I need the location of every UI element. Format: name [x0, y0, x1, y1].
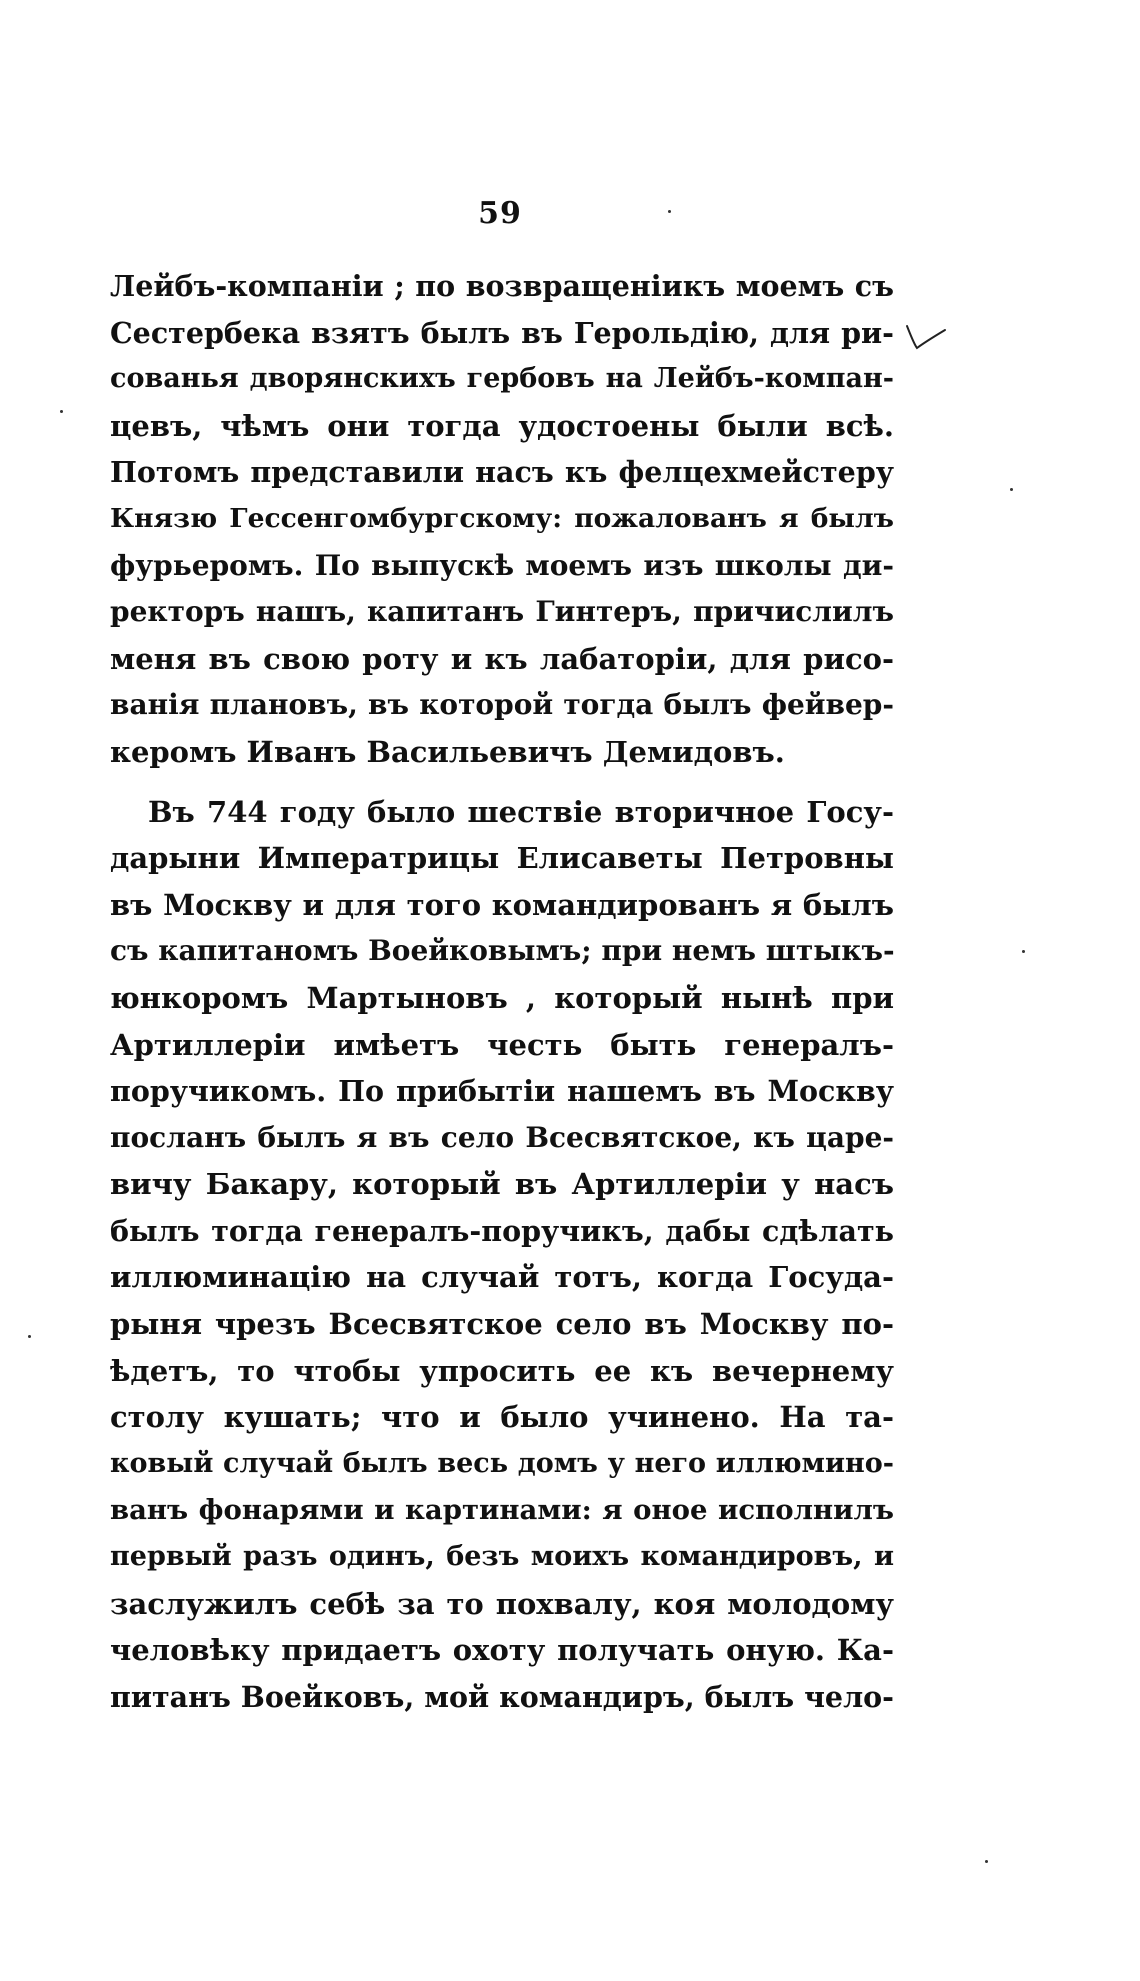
- text-line: Потомъ представили насъ къ фелцехмейстеру: [110, 455, 894, 490]
- text-line: рыня чрезъ Всесвятское село въ Москву по-: [110, 1307, 894, 1342]
- text-line: ѣдетъ, то чтобы упросить ее къ вечернему: [110, 1353, 894, 1388]
- paragraph-1: [110, 263, 894, 776]
- text-line: меня въ свою роту и къ лабаторіи, для рисо-: [110, 641, 894, 676]
- text-line: керомъ Иванъ Васильевичъ Демидовъ.: [110, 734, 785, 769]
- text-line: цевъ, чѣмъ они тогда удостоены были всѣ.: [110, 408, 894, 443]
- dust-speck: [28, 1335, 31, 1338]
- dust-speck: [1010, 488, 1013, 491]
- pencil-tick-mark: [905, 322, 947, 352]
- text-line: человѣку придаетъ охоту получать оную. Ка-: [110, 1633, 894, 1668]
- text-line: ванія плановъ, въ которой тогда былъ фейвер-: [110, 688, 894, 722]
- text-line: питанъ Воейковъ, мой командиръ, былъ чело-: [110, 1679, 894, 1714]
- text-line: первый разъ одинъ, безъ моихъ командировъ, и: [110, 1541, 894, 1573]
- text-line: посланъ былъ я въ село Всесвятское, къ царе-: [110, 1120, 894, 1154]
- text-line: съ капитаномъ Воейковымъ; при немъ штыкъ-: [110, 934, 895, 968]
- text-line: сованья дворянскихъ гербовъ на Лейбъ-компан-: [110, 363, 894, 395]
- text-line: Лейбъ-компаніи ; по возвращеніикъ моемъ съ: [110, 269, 894, 303]
- text-line: иллюминацію на случай тотъ, когда Госуда-: [110, 1260, 894, 1295]
- text-line: ванъ фонарями и картинами: я оное исполнилъ: [110, 1494, 894, 1527]
- dust-speck: [1022, 950, 1025, 953]
- paragraph-2: [110, 789, 894, 1721]
- text-line: столу кушать; что и было учинено. На та-: [110, 1400, 894, 1435]
- text-line: былъ тогда генералъ-поручикъ, дабы сдѣлать: [110, 1213, 894, 1248]
- text-line: заслужилъ себѣ за то похвалу, коя молодому: [110, 1586, 894, 1621]
- text-line: дарыни Императрицы Елисаветы Петровны: [110, 841, 894, 876]
- text-line: фурьеромъ. По выпускѣ моемъ изъ школы ди-: [110, 548, 894, 582]
- dust-speck: [668, 210, 671, 213]
- text-line: ковый случай былъ весь домъ у него иллюмино-: [110, 1447, 894, 1479]
- text-line: Въ 744 году было шествіе вторичное Госу-: [148, 794, 894, 829]
- text-line: Князю Гессенгомбургскому: пожалованъ я былъ: [110, 502, 894, 534]
- text-line: ректоръ нашъ, капитанъ Гинтеръ, причислилъ: [110, 595, 894, 629]
- text-line: Сестербека взятъ былъ въ Герольдію, для ри-: [110, 315, 894, 350]
- page-body-text: [110, 263, 894, 1720]
- text-line: поручикомъ. По прибытіи нашемъ въ Москву: [110, 1074, 894, 1109]
- text-line: вичу Бакару, который въ Артиллеріи у насъ: [110, 1167, 894, 1202]
- dust-speck: [60, 410, 63, 413]
- text-line: юнкоромъ Мартыновъ , который нынѣ при: [110, 980, 894, 1015]
- text-line: Артиллеріи имѣетъ честь быть генералъ-: [110, 1027, 894, 1062]
- page-number: 59: [478, 196, 522, 231]
- text-line: въ Москву и для того командированъ я былъ: [110, 887, 894, 922]
- dust-speck: [985, 1860, 988, 1863]
